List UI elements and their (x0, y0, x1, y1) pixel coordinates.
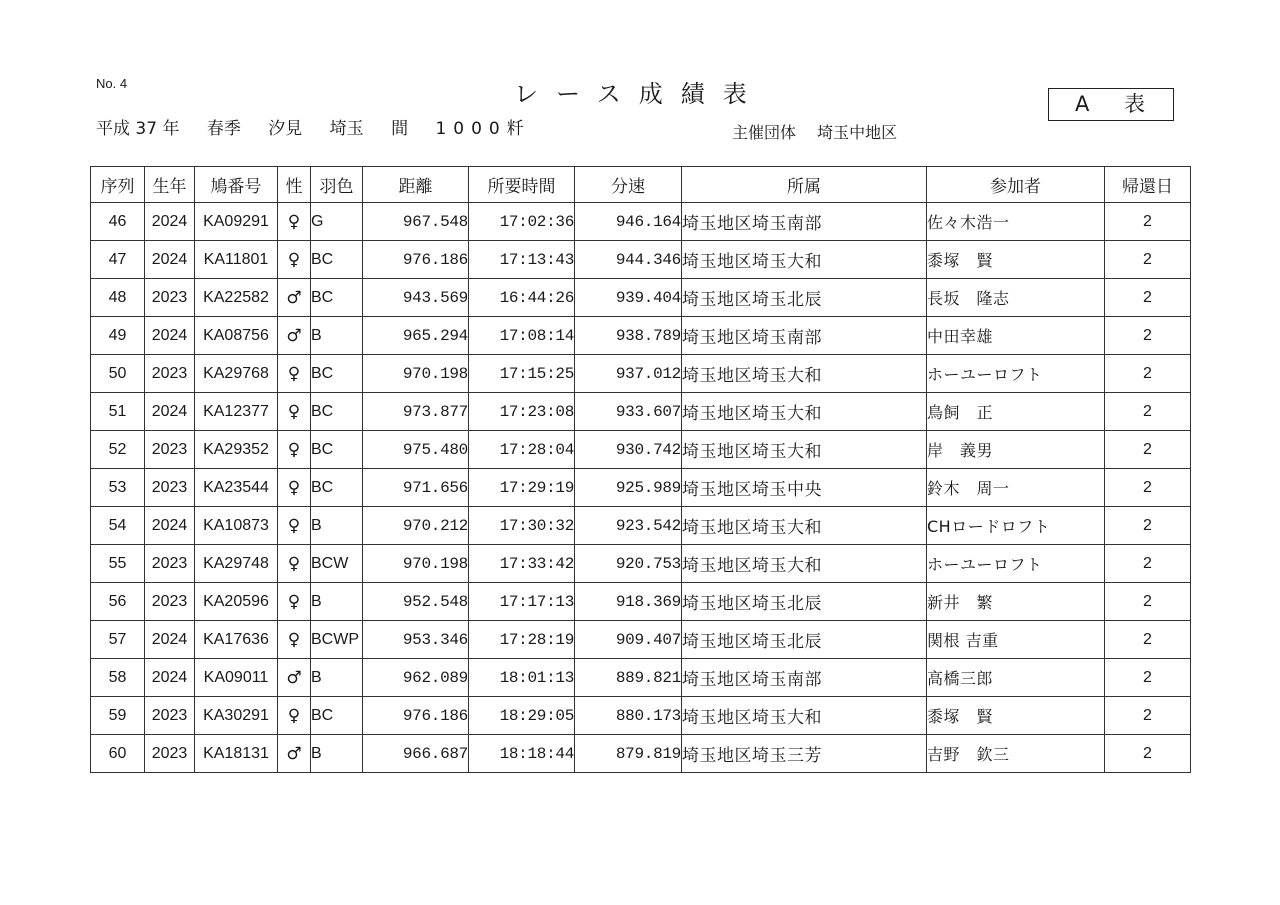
cell-ring-number: KA29352 (195, 431, 278, 469)
cell-rank: 53 (91, 469, 145, 507)
race-season: 春季 (206, 119, 241, 139)
cell-participant: 高橋三郎 (927, 659, 1105, 697)
header-row (91, 167, 1191, 203)
cell-color: BC (311, 469, 363, 507)
cell-speed: 879.819 (575, 735, 682, 773)
cell-return-day: 2 (1105, 735, 1191, 773)
cell-speed: 918.369 (575, 583, 682, 621)
cell-distance: 976.186 (363, 697, 469, 735)
cell-return-day: 2 (1105, 697, 1191, 735)
cell-speed: 944.346 (575, 241, 682, 279)
cell-speed: 946.164 (575, 203, 682, 241)
cell-flight-time: 18:29:05 (469, 697, 575, 735)
table-row (91, 735, 1191, 773)
page-number: No. 4 (96, 76, 128, 91)
cell-distance: 976.186 (363, 241, 469, 279)
cell-sex: ♀ (278, 355, 311, 393)
cell-participant: 新井 繁 (927, 583, 1105, 621)
cell-ring-number: KA29748 (195, 545, 278, 583)
cell-affiliation: 埼玉地区埼玉大和 (682, 697, 927, 735)
cell-flight-time: 17:33:42 (469, 545, 575, 583)
cell-affiliation: 埼玉地区埼玉大和 (682, 431, 927, 469)
col-header-speed: 分速 (575, 167, 682, 203)
cell-participant: 黍塚 賢 (927, 241, 1105, 279)
cell-participant: 中田幸雄 (927, 317, 1105, 355)
cell-birth-year: 2023 (145, 469, 195, 507)
cell-ring-number: KA10873 (195, 507, 278, 545)
table-row (91, 507, 1191, 545)
cell-ring-number: KA11801 (195, 241, 278, 279)
table-row (91, 393, 1191, 431)
cell-distance: 971.656 (363, 469, 469, 507)
table-row (91, 203, 1191, 241)
table-row (91, 317, 1191, 355)
cell-birth-year: 2023 (145, 431, 195, 469)
cell-affiliation: 埼玉地区埼玉三芳 (682, 735, 927, 773)
cell-return-day: 2 (1105, 317, 1191, 355)
cell-birth-year: 2024 (145, 241, 195, 279)
table-row (91, 545, 1191, 583)
cell-rank: 57 (91, 621, 145, 659)
cell-flight-time: 17:13:43 (469, 241, 575, 279)
cell-color: BC (311, 697, 363, 735)
cell-flight-time: 18:01:13 (469, 659, 575, 697)
cell-participant: 鳥飼 正 (927, 393, 1105, 431)
cell-distance: 970.212 (363, 507, 469, 545)
cell-distance: 953.346 (363, 621, 469, 659)
cell-sex: ♀ (278, 697, 311, 735)
cell-flight-time: 18:18:44 (469, 735, 575, 773)
cell-flight-time: 17:28:19 (469, 621, 575, 659)
cell-rank: 49 (91, 317, 145, 355)
cell-flight-time: 17:28:04 (469, 431, 575, 469)
cell-rank: 50 (91, 355, 145, 393)
col-header-return-day: 帰還日 (1105, 167, 1191, 203)
cell-color: B (311, 317, 363, 355)
cell-return-day: 2 (1105, 583, 1191, 621)
cell-rank: 56 (91, 583, 145, 621)
cell-color: B (311, 659, 363, 697)
cell-ring-number: KA12377 (195, 393, 278, 431)
cell-ring-number: KA20596 (195, 583, 278, 621)
cell-participant: 長坂 隆志 (927, 279, 1105, 317)
cell-participant: 関根 吉重 (927, 621, 1105, 659)
cell-birth-year: 2024 (145, 393, 195, 431)
cell-sex: ♂ (278, 317, 311, 355)
distance-class: 1000粁 (435, 119, 531, 139)
cell-birth-year: 2023 (145, 355, 195, 393)
cell-participant: ホーユーロフト (927, 545, 1105, 583)
cell-rank: 59 (91, 697, 145, 735)
cell-participant: 岸 義男 (927, 431, 1105, 469)
cell-rank: 46 (91, 203, 145, 241)
cell-participant: 鈴木 周一 (927, 469, 1105, 507)
between-label: 間 (391, 119, 409, 139)
col-header-affiliation: 所属 (682, 167, 927, 203)
cell-distance: 965.294 (363, 317, 469, 355)
results-body (91, 203, 1191, 773)
cell-speed: 939.404 (575, 279, 682, 317)
table-row (91, 659, 1191, 697)
cell-rank: 60 (91, 735, 145, 773)
cell-affiliation: 埼玉地区埼玉大和 (682, 393, 927, 431)
destination: 埼玉 (329, 119, 364, 139)
cell-distance: 966.687 (363, 735, 469, 773)
cell-participant: 吉野 欽三 (927, 735, 1105, 773)
cell-flight-time: 17:15:25 (469, 355, 575, 393)
cell-distance: 970.198 (363, 545, 469, 583)
cell-rank: 52 (91, 431, 145, 469)
cell-flight-time: 17:29:19 (469, 469, 575, 507)
cell-birth-year: 2023 (145, 279, 195, 317)
cell-color: G (311, 203, 363, 241)
cell-ring-number: KA29768 (195, 355, 278, 393)
col-header-sex: 性 (278, 167, 311, 203)
cell-color: B (311, 583, 363, 621)
cell-speed: 933.607 (575, 393, 682, 431)
cell-speed: 880.173 (575, 697, 682, 735)
cell-distance: 973.877 (363, 393, 469, 431)
cell-return-day: 2 (1105, 431, 1191, 469)
cell-affiliation: 埼玉地区埼玉大和 (682, 507, 927, 545)
cell-distance: 952.548 (363, 583, 469, 621)
cell-distance: 962.089 (363, 659, 469, 697)
col-header-birth-year: 生年 (145, 167, 195, 203)
cell-sex: ♀ (278, 545, 311, 583)
cell-sex: ♂ (278, 279, 311, 317)
results-table (90, 166, 1191, 773)
col-header-rank: 序列 (91, 167, 145, 203)
cell-return-day: 2 (1105, 507, 1191, 545)
table-row (91, 621, 1191, 659)
cell-color: BC (311, 355, 363, 393)
cell-return-day: 2 (1105, 203, 1191, 241)
cell-sex: ♀ (278, 241, 311, 279)
cell-ring-number: KA22582 (195, 279, 278, 317)
cell-color: BCWP (311, 621, 363, 659)
cell-sex: ♂ (278, 659, 311, 697)
cell-participant: ホーユーロフト (927, 355, 1105, 393)
table-row (91, 583, 1191, 621)
cell-flight-time: 16:44:26 (469, 279, 575, 317)
cell-color: BC (311, 279, 363, 317)
cell-speed: 909.407 (575, 621, 682, 659)
table-row (91, 697, 1191, 735)
cell-distance: 943.569 (363, 279, 469, 317)
cell-birth-year: 2023 (145, 545, 195, 583)
cell-ring-number: KA30291 (195, 697, 278, 735)
cell-participant: 黍塚 賢 (927, 697, 1105, 735)
cell-sex: ♀ (278, 507, 311, 545)
cell-rank: 47 (91, 241, 145, 279)
cell-color: BC (311, 431, 363, 469)
cell-return-day: 2 (1105, 355, 1191, 393)
cell-return-day: 2 (1105, 545, 1191, 583)
cell-affiliation: 埼玉地区埼玉南部 (682, 203, 927, 241)
cell-affiliation: 埼玉地区埼玉大和 (682, 241, 927, 279)
cell-color: B (311, 507, 363, 545)
cell-distance: 975.480 (363, 431, 469, 469)
cell-speed: 923.542 (575, 507, 682, 545)
cell-affiliation: 埼玉地区埼玉中央 (682, 469, 927, 507)
cell-sex: ♀ (278, 203, 311, 241)
cell-sex: ♂ (278, 735, 311, 773)
cell-flight-time: 17:30:32 (469, 507, 575, 545)
col-header-participant: 参加者 (927, 167, 1105, 203)
cell-birth-year: 2024 (145, 317, 195, 355)
cell-ring-number: KA18131 (195, 735, 278, 773)
organizer-name: 埼玉中地区 (817, 123, 898, 142)
cell-sex: ♀ (278, 583, 311, 621)
cell-ring-number: KA09291 (195, 203, 278, 241)
table-row (91, 355, 1191, 393)
cell-return-day: 2 (1105, 621, 1191, 659)
cell-affiliation: 埼玉地区埼玉大和 (682, 545, 927, 583)
table-row (91, 469, 1191, 507)
cell-sex: ♀ (278, 621, 311, 659)
col-header-distance: 距離 (363, 167, 469, 203)
cell-rank: 55 (91, 545, 145, 583)
cell-speed: 937.012 (575, 355, 682, 393)
race-year: 平成 37 年 (96, 119, 180, 139)
cell-sex: ♀ (278, 431, 311, 469)
cell-birth-year: 2024 (145, 203, 195, 241)
col-header-color: 羽色 (311, 167, 363, 203)
cell-return-day: 2 (1105, 659, 1191, 697)
cell-rank: 51 (91, 393, 145, 431)
cell-ring-number: KA23544 (195, 469, 278, 507)
race-info (96, 114, 553, 139)
table-row (91, 241, 1191, 279)
cell-participant: CHロードロフト (927, 507, 1105, 545)
cell-distance: 970.198 (363, 355, 469, 393)
cell-speed: 925.989 (575, 469, 682, 507)
organizer (732, 120, 913, 143)
cell-speed: 920.753 (575, 545, 682, 583)
table-row (91, 431, 1191, 469)
cell-distance: 967.548 (363, 203, 469, 241)
cell-affiliation: 埼玉地区埼玉北辰 (682, 583, 927, 621)
cell-ring-number: KA08756 (195, 317, 278, 355)
cell-rank: 54 (91, 507, 145, 545)
cell-ring-number: KA17636 (195, 621, 278, 659)
cell-birth-year: 2024 (145, 621, 195, 659)
cell-color: BC (311, 393, 363, 431)
cell-birth-year: 2023 (145, 697, 195, 735)
organizer-label: 主催団体 (732, 123, 797, 142)
cell-return-day: 2 (1105, 393, 1191, 431)
cell-affiliation: 埼玉地区埼玉南部 (682, 317, 927, 355)
table-row (91, 279, 1191, 317)
cell-birth-year: 2024 (145, 507, 195, 545)
cell-affiliation: 埼玉地区埼玉北辰 (682, 279, 927, 317)
form-type-box: A 表 (1048, 88, 1174, 121)
cell-return-day: 2 (1105, 279, 1191, 317)
cell-affiliation: 埼玉地区埼玉南部 (682, 659, 927, 697)
cell-color: B (311, 735, 363, 773)
document-title: レース成績表 (514, 80, 765, 108)
release-point: 汐見 (268, 119, 303, 139)
cell-color: BC (311, 241, 363, 279)
cell-birth-year: 2023 (145, 583, 195, 621)
cell-birth-year: 2024 (145, 659, 195, 697)
cell-speed: 938.789 (575, 317, 682, 355)
cell-flight-time: 17:23:08 (469, 393, 575, 431)
col-header-flight-time: 所要時間 (469, 167, 575, 203)
cell-rank: 48 (91, 279, 145, 317)
cell-affiliation: 埼玉地区埼玉大和 (682, 355, 927, 393)
cell-ring-number: KA09011 (195, 659, 278, 697)
cell-flight-time: 17:17:13 (469, 583, 575, 621)
cell-birth-year: 2023 (145, 735, 195, 773)
cell-color: BCW (311, 545, 363, 583)
cell-flight-time: 17:02:36 (469, 203, 575, 241)
cell-participant: 佐々木浩一 (927, 203, 1105, 241)
cell-speed: 930.742 (575, 431, 682, 469)
cell-return-day: 2 (1105, 241, 1191, 279)
cell-speed: 889.821 (575, 659, 682, 697)
col-header-ring-number: 鳩番号 (195, 167, 278, 203)
cell-sex: ♀ (278, 393, 311, 431)
cell-rank: 58 (91, 659, 145, 697)
cell-return-day: 2 (1105, 469, 1191, 507)
cell-flight-time: 17:08:14 (469, 317, 575, 355)
cell-affiliation: 埼玉地区埼玉北辰 (682, 621, 927, 659)
cell-sex: ♀ (278, 469, 311, 507)
